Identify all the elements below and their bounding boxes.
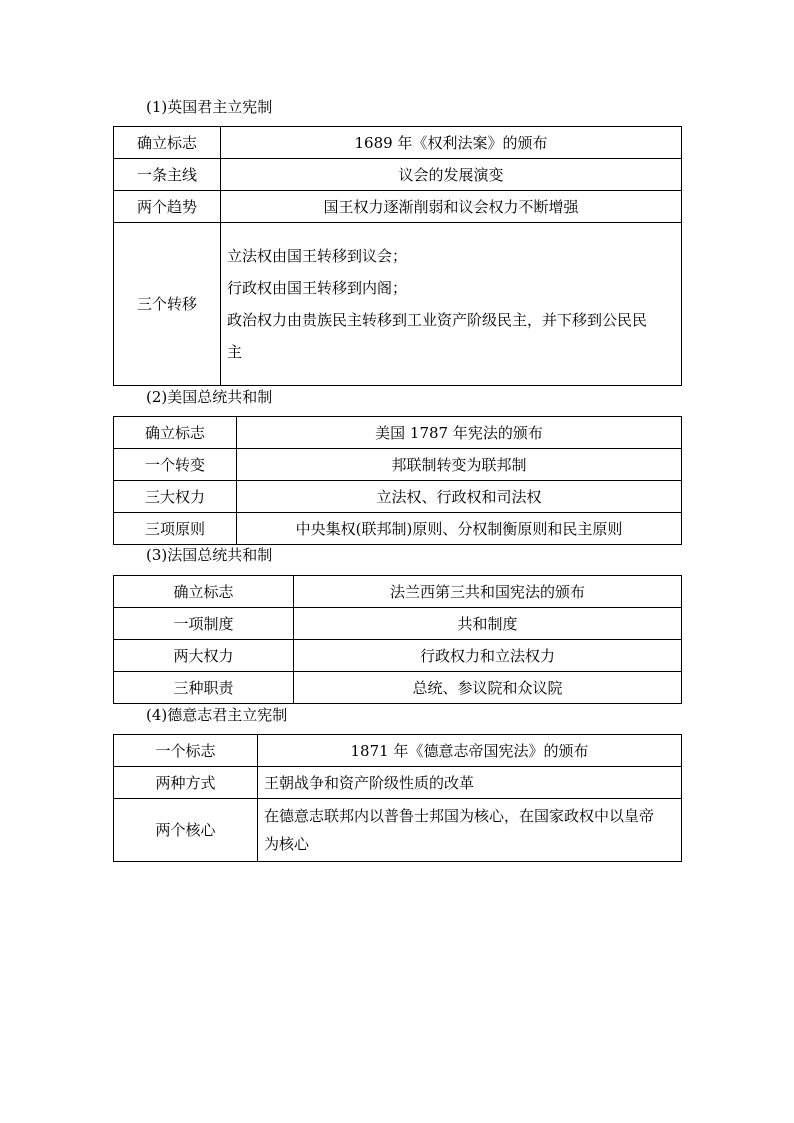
table-row — [114, 767, 682, 799]
section-title-uk: (1)英国君主立宪制 — [146, 98, 273, 116]
row-value: 1871 年《德意志帝国宪法》的颁布 — [258, 735, 682, 767]
row-value: 总统、参议院和众议院 — [294, 672, 682, 704]
row-value: 美国 1787 年宪法的颁布 — [237, 417, 682, 449]
table-uk — [113, 126, 682, 386]
row-key: 三项原则 — [114, 513, 237, 545]
row-value: 行政权力和立法权力 — [294, 640, 682, 672]
value-line: 在德意志联邦内以普鲁士邦国为核心，在国家政权中以皇帝 — [264, 807, 655, 825]
row-key: 一项制度 — [114, 608, 294, 640]
row-value: 王朝战争和资产阶级性质的改革 — [258, 767, 682, 799]
row-value — [258, 799, 682, 862]
row-value: 法兰西第三共和国宪法的颁布 — [294, 576, 682, 608]
row-key: 确立标志 — [114, 127, 221, 159]
table-row — [114, 576, 682, 608]
row-value: 国王权力逐渐削弱和议会权力不断增强 — [221, 191, 682, 223]
table-row — [114, 735, 682, 767]
row-key: 一条主线 — [114, 159, 221, 191]
row-key: 一个标志 — [114, 735, 258, 767]
table-row — [114, 417, 682, 449]
row-value: 中央集权(联邦制)原则、分权制衡原则和民主原则 — [237, 513, 682, 545]
value-line: 为核心 — [264, 835, 310, 853]
row-key: 两个趋势 — [114, 191, 221, 223]
row-key: 三种职责 — [114, 672, 294, 704]
row-key: 两种方式 — [114, 767, 258, 799]
table-row — [114, 608, 682, 640]
table-row — [114, 449, 682, 481]
table-row — [114, 159, 682, 191]
table-germany — [113, 734, 682, 862]
row-key: 确立标志 — [114, 417, 237, 449]
table-row — [114, 799, 682, 862]
table-row — [114, 127, 682, 159]
row-key: 两大权力 — [114, 640, 294, 672]
value-line: 主 — [227, 343, 243, 361]
table-row — [114, 223, 682, 386]
row-value: 1689 年《权利法案》的颁布 — [221, 127, 682, 159]
row-value: 立法权、行政权和司法权 — [237, 481, 682, 513]
value-line: 政治权力由贵族民主转移到工业资产阶级民主，并下移到公民民 — [227, 311, 648, 329]
table-row — [114, 672, 682, 704]
row-key: 确立标志 — [114, 576, 294, 608]
row-key: 三大权力 — [114, 481, 237, 513]
value-line: 行政权由国王转移到内阁； — [227, 279, 408, 297]
row-value — [221, 223, 682, 386]
table-france — [113, 575, 682, 704]
table-row — [114, 640, 682, 672]
value-line: 立法权由国王转移到议会； — [227, 247, 408, 265]
table-row — [114, 191, 682, 223]
row-key: 两个核心 — [114, 799, 258, 862]
row-key: 一个转变 — [114, 449, 237, 481]
table-row — [114, 481, 682, 513]
row-value: 共和制度 — [294, 608, 682, 640]
section-title-us: (2)美国总统共和制 — [146, 388, 273, 406]
row-value: 邦联制转变为联邦制 — [237, 449, 682, 481]
section-title-germany: (4)德意志君主立宪制 — [146, 706, 288, 724]
table-row — [114, 513, 682, 545]
row-value: 议会的发展演变 — [221, 159, 682, 191]
section-title-france: (3)法国总统共和制 — [146, 546, 273, 564]
row-key: 三个转移 — [114, 223, 221, 386]
table-us — [113, 416, 682, 545]
